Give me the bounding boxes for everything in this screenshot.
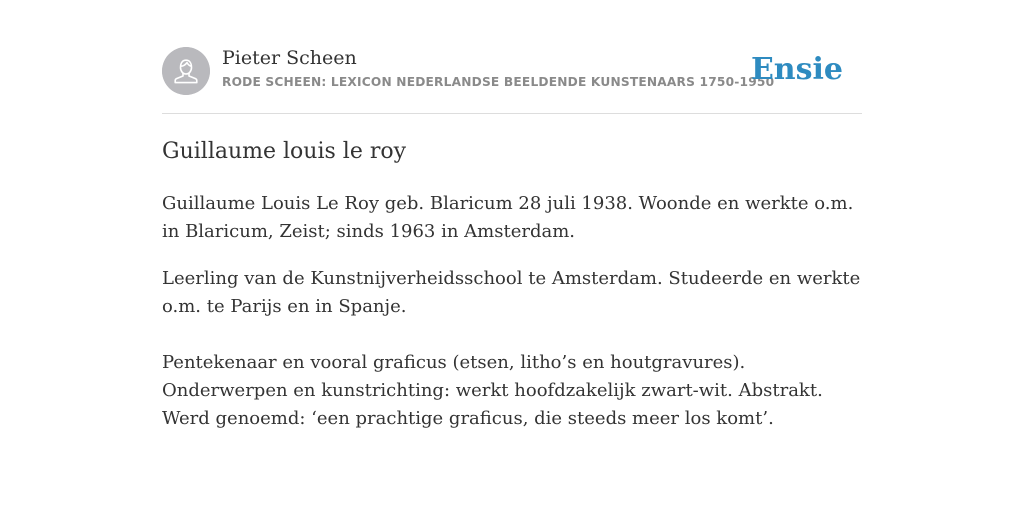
- article-paragraph: Guillaume Louis Le Roy geb. Blaricum 28 juli 1938. Woonde en werkte o.m. in Blaricum, Zeist; sinds 1963 in Amsterdam.: [162, 193, 854, 242]
- article-title: Guillaume louis le roy: [162, 139, 407, 164]
- author-name[interactable]: Pieter Scheen: [222, 47, 357, 69]
- article-card: [162, 0, 862, 512]
- user-avatar-icon[interactable]: [162, 47, 210, 95]
- article-header: [162, 0, 862, 114]
- ensie-logo[interactable]: Ensie: [750, 52, 843, 87]
- article-paragraph: Pentekenaar en vooral graficus (etsen, litho’s en houtgravures). Onderwerpen en kunstrichting: werkt hoofdzakelijk zwart-wit. Abstrakt. Werd genoemd: ‘een prachtige graficus, die steeds meer los komt’.: [162, 352, 823, 429]
- article-paragraph: Leerling van de Kunstnijverheidsschool te Amsterdam. Studeerde en werkte o.m. te Parijs en in Spanje.: [162, 268, 861, 317]
- source-title[interactable]: RODE SCHEEN: LEXICON NEDERLANDSE BEELDENDE KUNSTENAARS 1750-1950: [222, 75, 775, 89]
